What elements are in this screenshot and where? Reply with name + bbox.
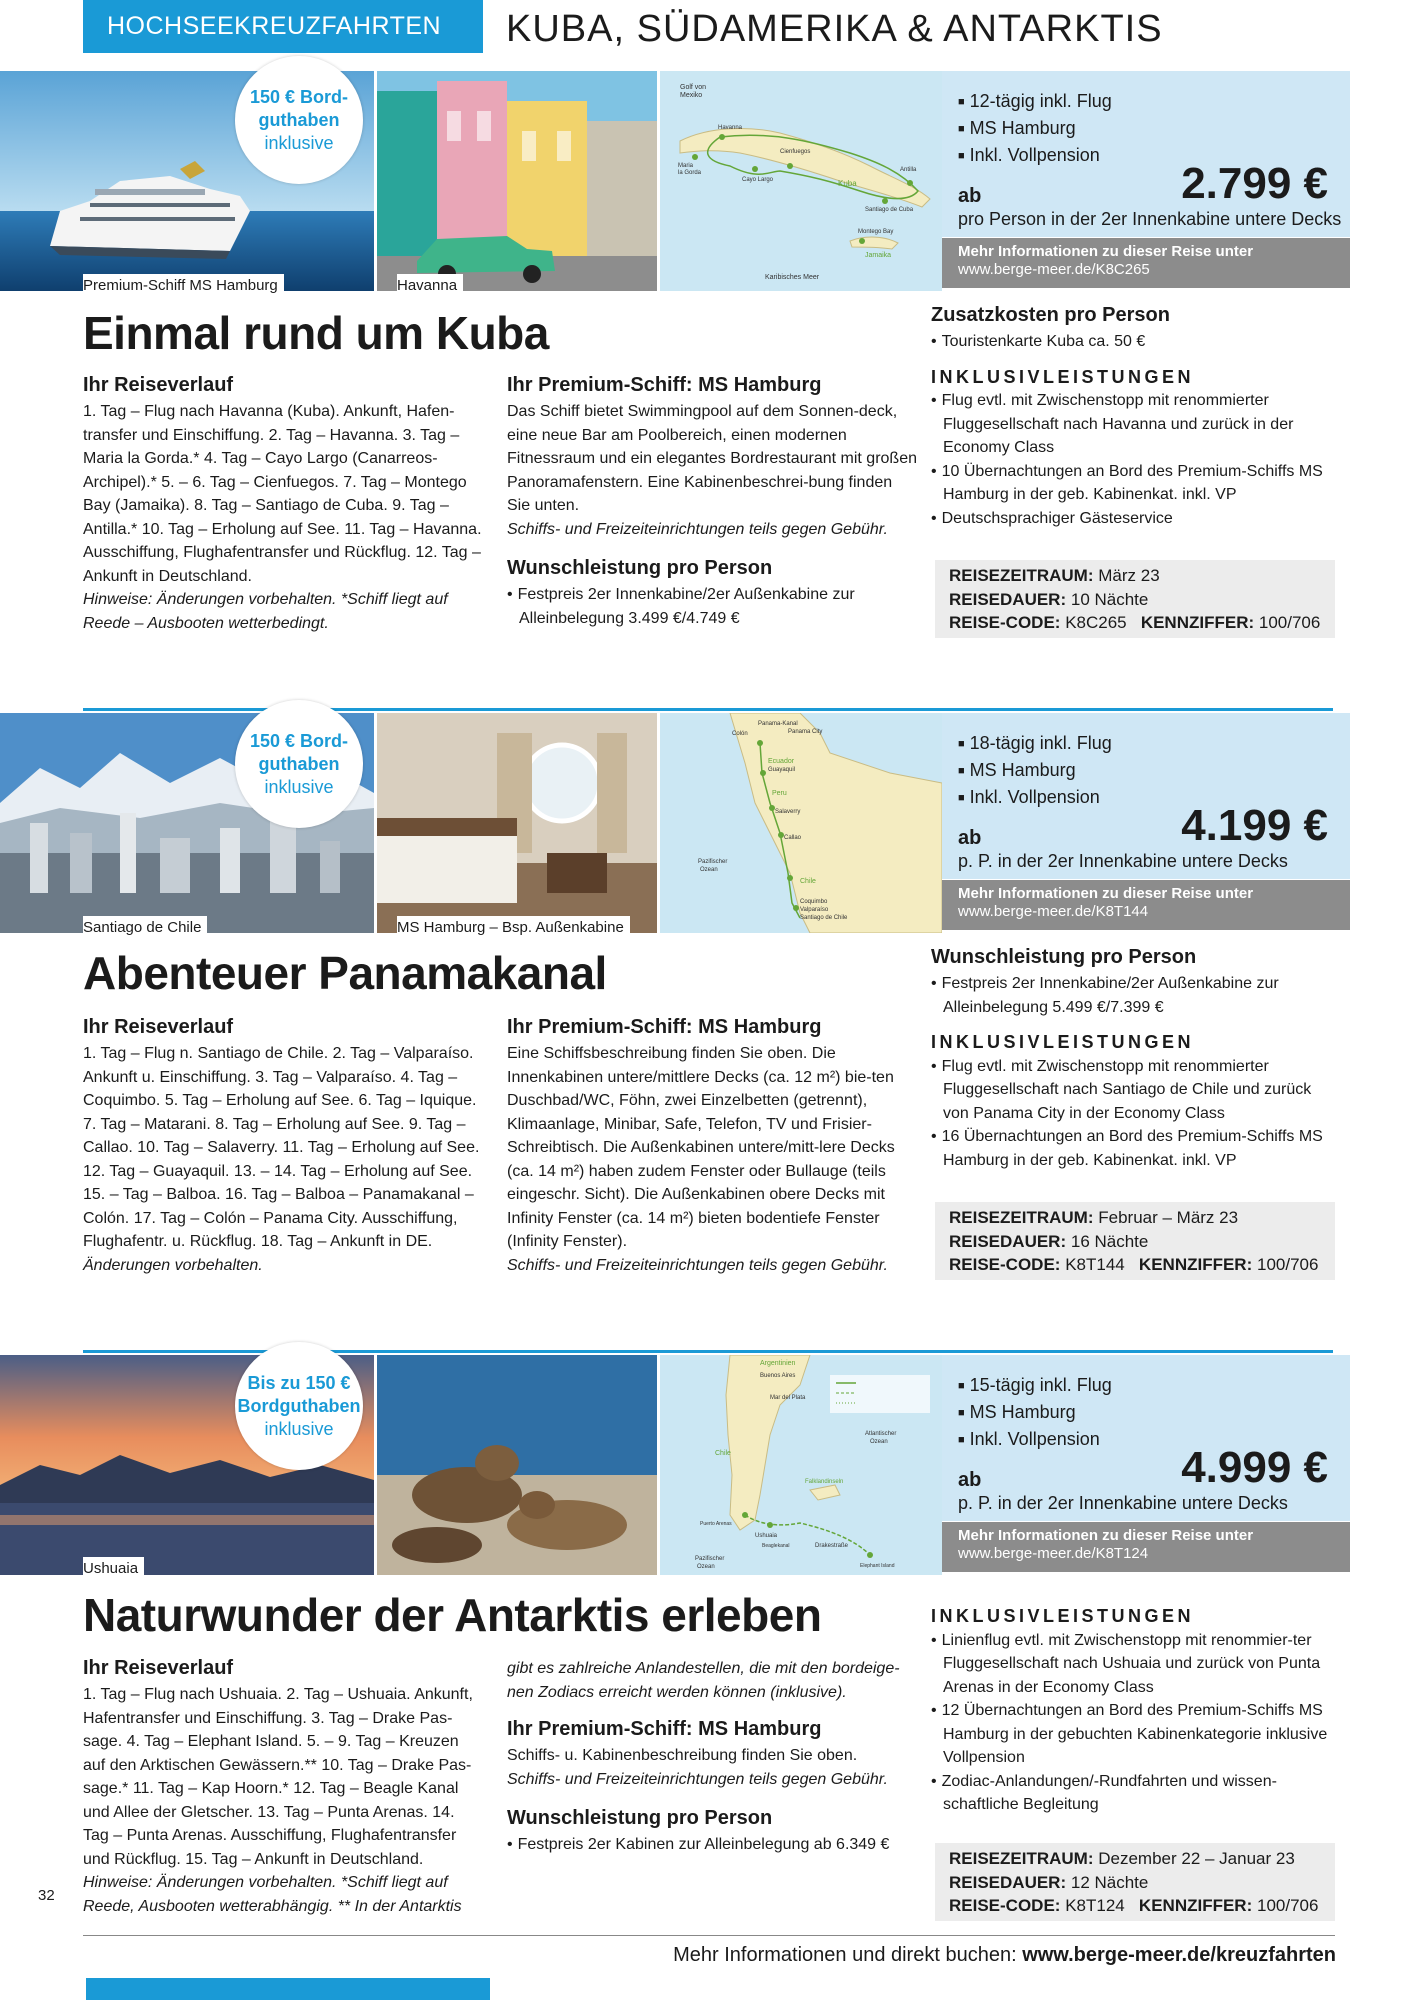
inclusive-item: • 16 Übernachtungen an Bord des Premium-Schiffs MS Hamburg in der geb. Kabinenkat. inkl. VP: [931, 1125, 1341, 1172]
extras-column: [931, 1605, 1341, 1817]
fact-label: REISE-CODE:: [949, 1255, 1061, 1274]
antarctica-route-map: [660, 1355, 942, 1575]
itinerary-note-continued: gibt es zahlreiche Anlandestellen, die mit den bordeige-nen Zodiacs erreicht werden können (inklusive).: [507, 1660, 900, 1701]
extra-heading: Zusatzkosten pro Person: [931, 304, 1170, 326]
footer-booking: [673, 1944, 1336, 1967]
itinerary-column: [83, 1655, 483, 1918]
feature-item: ■ Inkl. Vollpension: [958, 785, 1112, 812]
feature-list: [958, 89, 1112, 170]
inclusive-list: [931, 389, 1341, 530]
wish-list: [507, 583, 917, 630]
cuba-route-map: [660, 71, 942, 291]
itinerary-heading: Ihr Reiseverlauf: [83, 1657, 234, 1679]
svg-text:Beaglekanal: Beaglekanal: [762, 1543, 790, 1549]
itinerary-column: [83, 372, 493, 635]
badge-line2: Bordguthaben: [237, 1395, 361, 1416]
extras-column: [931, 944, 1341, 1172]
svg-text:Golf von: Golf von: [680, 84, 707, 91]
more-info-label: Mehr Informationen zu dieser Reise unter: [958, 1527, 1254, 1544]
footer-text: Mehr Informationen und direkt buchen:: [673, 1944, 1023, 1966]
photo-caption: Ushuaia: [83, 1557, 144, 1581]
svg-text:Maria: Maria: [678, 163, 694, 169]
svg-text:Santiago de Chile: Santiago de Chile: [800, 915, 848, 921]
onboard-credit-badge: [235, 56, 363, 184]
price: 4.199 €: [1181, 801, 1328, 850]
trip-facts: [935, 1202, 1335, 1280]
price-prefix: ab: [958, 827, 982, 849]
feature-item: ■ 15-tägig inkl. Flug: [958, 1373, 1112, 1400]
svg-text:Elephant Island: Elephant Island: [860, 1563, 895, 1569]
wish-list: [931, 972, 1341, 1019]
badge-line2: guthaben: [258, 753, 340, 774]
ship-text: Das Schiff bietet Swimmingpool auf dem Sonnen-deck, eine neue Bar am Poolbereich, einen modernen Fitnessraum und ein elegantes Bordrestaurant mit großen Panoramafenstern. Eine Kabinenbeschrei-bung finden Sie unten.: [507, 403, 917, 514]
inclusive-item: • Flug evtl. mit Zwischenstopp mit renommierter Fluggesellschaft nach Havanna und zurück in der Economy Class: [931, 389, 1341, 460]
itinerary-text: 1. Tag – Flug nach Havanna (Kuba). Ankunft, Hafen-transfer und Einschiffung. 2. Tag – Havanna. 3. Tag – Maria la Gorda.* 4. Tag – Cayo Largo (Canarreos-Archipel).* 5. – 6. Tag – Cienfuegos. 7. Tag – Montego Bay (Jamaika). 8. Tag – Santiago de Cuba. 9. Tag – Antilla.* 10. Tag – Erholung auf See. 11. Tag – Havanna. Ausschiffung, Flughafentransfer und Rückflug. 12. Tag – Ankunft in Deutschland.: [83, 403, 482, 585]
svg-text:Mexiko: Mexiko: [680, 92, 703, 99]
ship-note: Schiffs- und Freizeiteinrichtungen teils gegen Gebühr.: [507, 1256, 888, 1274]
svg-text:Havanna: Havanna: [718, 125, 743, 131]
svg-text:Buenos Aires: Buenos Aires: [760, 1373, 796, 1379]
ship-column: [507, 1014, 917, 1277]
svg-text:Pazifischer: Pazifischer: [695, 1556, 725, 1562]
sea-lions-photo: [377, 1355, 657, 1575]
ship-heading: Ihr Premium-Schiff: MS Hamburg: [507, 1016, 822, 1038]
badge-line2: guthaben: [258, 109, 340, 130]
trip-title: Einmal rund um Kuba: [83, 307, 549, 359]
footer-link[interactable]: www.berge-meer.de/kreuzfahrten: [1022, 1944, 1336, 1966]
photo-caption: Premium-Schiff MS Hamburg: [83, 274, 284, 298]
itinerary-note: Hinweise: Änderungen vorbehalten. *Schiff liegt auf Reede – Ausbooten wetterbedingt.: [83, 591, 448, 632]
footer-divider: [83, 1935, 1335, 1936]
badge-line1: 150 € Bord-: [249, 86, 349, 107]
svg-text:Argentinien: Argentinien: [760, 1360, 796, 1367]
fact-label: KENNZIFFER:: [1140, 613, 1255, 632]
feature-item: ■ MS Hamburg: [958, 758, 1112, 785]
svg-text:Ecuador: Ecuador: [768, 758, 795, 765]
svg-text:Kuba: Kuba: [838, 179, 857, 188]
feature-item: ■ Inkl. Vollpension: [958, 1427, 1112, 1454]
more-info-box[interactable]: [942, 880, 1350, 930]
reference-number: 100/706: [1256, 1255, 1319, 1274]
itinerary-heading: Ihr Reiseverlauf: [83, 1016, 234, 1038]
fact-label: REISEDAUER:: [949, 1872, 1067, 1892]
svg-text:Chile: Chile: [800, 878, 816, 885]
feature-item: ■ MS Hamburg: [958, 1400, 1112, 1427]
price: 4.999 €: [1181, 1443, 1328, 1492]
wish-heading: Wunschleistung pro Person: [507, 557, 773, 579]
bottom-tab: [86, 1978, 490, 2000]
svg-text:Montego Bay: Montego Bay: [858, 229, 894, 235]
travel-code: K8T144: [1065, 1255, 1125, 1274]
photo-caption: MS Hamburg – Bsp. Außenkabine: [397, 916, 630, 940]
itinerary-column: [83, 1014, 483, 1277]
fact-label: REISE-CODE:: [949, 1896, 1061, 1915]
wish-list: [507, 1833, 917, 1857]
fact-label: REISEZEITRAUM:: [949, 566, 1094, 585]
reference-number: 100/706: [1258, 613, 1321, 632]
inclusive-heading: INKLUSIVLEISTUNGEN: [931, 1606, 1195, 1626]
ship-text: Schiffs- u. Kabinenbeschreibung finden Sie oben.: [507, 1747, 858, 1764]
inclusive-list: [931, 1055, 1341, 1173]
svg-text:Falklandinseln: Falklandinseln: [805, 1479, 844, 1485]
svg-text:Coquimbo: Coquimbo: [800, 899, 828, 905]
wish-heading: Wunschleistung pro Person: [507, 1807, 773, 1829]
fact-label: REISEZEITRAUM:: [949, 1208, 1094, 1227]
travel-duration: 12 Nächte: [1070, 1872, 1149, 1892]
svg-text:Callao: Callao: [784, 835, 802, 841]
badge-line3: inklusive: [264, 776, 334, 797]
more-info-link[interactable]: www.berge-meer.de/K8T124: [958, 1545, 1149, 1562]
svg-text:Cayo Largo: Cayo Largo: [742, 177, 774, 183]
svg-text:la Gorda: la Gorda: [678, 170, 702, 176]
itinerary-note: Änderungen vorbehalten.: [83, 1256, 263, 1274]
south-america-map: [660, 713, 942, 933]
trip-facts: [935, 1843, 1335, 1921]
inclusive-list: [931, 1629, 1341, 1817]
itinerary-text: 1. Tag – Flug nach Ushuaia. 2. Tag – Ushuaia. Ankunft, Hafentransfer und Einschiffung. 3. Tag – Drake Pas-sage. 4. Tag – Elephant Island. 5. – 9. Tag – Kreuzen auf den Arktischen Gewässern.** 10. Tag – Drake Pas-sage.* 11. Tag – Kap Hoorn.* 12. Tag – Beagle Kanal und Allee der Gletscher. 13. Tag – Punta Arenas. 14. Tag – Punta Arenas. Ausschiffung, Flughafentransfer und Rückflug. 15. Tag – Ankunft in Deutschland.: [83, 1686, 473, 1868]
svg-text:Pazifischer: Pazifischer: [698, 859, 728, 865]
travel-code: K8T124: [1065, 1896, 1125, 1915]
price-box: [942, 1355, 1350, 1521]
svg-text:Chile: Chile: [715, 1450, 731, 1457]
svg-text:Panama-Kanal: Panama-Kanal: [758, 721, 798, 727]
ship-column: [507, 1657, 917, 1857]
trip-title: Naturwunder der Antarktis erleben: [83, 1589, 822, 1641]
travel-period: Februar – März 23: [1098, 1208, 1239, 1227]
price-prefix: ab: [958, 1469, 982, 1491]
feature-item: ■ 18-tägig inkl. Flug: [958, 731, 1112, 758]
more-info-link[interactable]: www.berge-meer.de/K8C265: [958, 261, 1150, 278]
fact-label: REISEDAUER:: [949, 1231, 1067, 1251]
extras-column: [931, 302, 1341, 530]
feature-list: [958, 731, 1112, 812]
travel-code: K8C265: [1065, 613, 1127, 632]
inclusive-item: • 10 Übernachtungen an Bord des Premium-Schiffs MS Hamburg in der geb. Kabinenkat. inkl. VP: [931, 460, 1341, 507]
fact-label: REISEZEITRAUM:: [949, 1849, 1094, 1868]
svg-text:Valparaíso: Valparaíso: [800, 907, 829, 913]
travel-duration: 16 Nächte: [1070, 1231, 1149, 1251]
category-tab: HOCHSEEKREUZFAHRTEN: [83, 0, 483, 53]
svg-text:Panama City: Panama City: [788, 729, 823, 735]
svg-text:Ozean: Ozean: [870, 1439, 888, 1445]
price: 2.799 €: [1181, 159, 1328, 208]
extra-list: [931, 330, 1341, 354]
svg-text:Guayaquil: Guayaquil: [768, 767, 796, 773]
photo-caption: Santiago de Chile: [83, 916, 207, 940]
fact-label: KENNZIFFER:: [1138, 1896, 1253, 1915]
svg-text:Ozean: Ozean: [700, 867, 718, 873]
travel-period: Dezember 22 – Januar 23: [1098, 1849, 1295, 1868]
fact-label: REISEDAUER:: [949, 589, 1067, 609]
svg-text:Karibisches Meer: Karibisches Meer: [765, 274, 820, 281]
wish-item: • Festpreis 2er Innenkabine/2er Außenkabine zur Alleinbelegung 3.499 €/4.749 €: [507, 583, 917, 630]
price-box: [942, 713, 1350, 879]
cabin-photo: [377, 713, 657, 933]
trip-facts: [935, 560, 1335, 638]
fact-label: KENNZIFFER:: [1138, 1255, 1253, 1274]
ship-note: Schiffs- und Freizeiteinrichtungen teils gegen Gebühr.: [507, 520, 888, 538]
svg-text:Santiago de Cuba: Santiago de Cuba: [865, 207, 914, 213]
svg-text:Salaverry: Salaverry: [775, 809, 801, 815]
itinerary-heading: Ihr Reiseverlauf: [83, 374, 234, 396]
svg-text:Colón: Colón: [732, 731, 748, 737]
havanna-photo: [377, 71, 657, 291]
svg-text:Drakestraße: Drakestraße: [815, 1543, 849, 1549]
svg-text:Ozean: Ozean: [697, 1564, 715, 1570]
travel-duration: 10 Nächte: [1070, 589, 1149, 609]
ship-heading: Ihr Premium-Schiff: MS Hamburg: [507, 374, 822, 396]
more-info-label: Mehr Informationen zu dieser Reise unter: [958, 243, 1254, 260]
travel-period: März 23: [1098, 566, 1160, 585]
wish-heading: Wunschleistung pro Person: [931, 946, 1197, 968]
trip-title: Abenteuer Panamakanal: [83, 947, 607, 999]
price-note: p. P. in der 2er Innenkabine untere Decks: [958, 1493, 1288, 1513]
onboard-credit-badge: [235, 700, 363, 828]
price-box: [942, 71, 1350, 237]
page-number: 32: [38, 1887, 55, 1904]
svg-text:Mar del Plata: Mar del Plata: [770, 1395, 806, 1401]
fact-label: REISE-CODE:: [949, 613, 1061, 632]
svg-text:Puerto Arenas: Puerto Arenas: [700, 1521, 732, 1527]
itinerary-text: 1. Tag – Flug n. Santiago de Chile. 2. Tag – Valparaíso. Ankunft u. Einschiffung. 3. Tag – Valparaíso. 4. Tag – Coquimbo. 5. Tag – Erholung auf See. 6. Tag – Iquique. 7. Tag – Matarani. 8. Tag – Erholung auf See. 9. Tag – Callao. 10. Tag – Salaverry. 11. Tag – Erholung auf See. 12. Tag – Guayaquil. 13. – 14. Tag – Erholung auf See. 15. – Tag – Balboa. 16. Tag – Balboa – Panamakanal – Colón. 17. Tag – Colón – Panama City. Ausschiffung, Flughafentr. u. Rückflug. 18. Tag – Ankunft in DE.: [83, 1045, 480, 1250]
badge-line1: 150 € Bord-: [249, 730, 349, 751]
inclusive-heading: INKLUSIVLEISTUNGEN: [931, 1032, 1195, 1052]
reference-number: 100/706: [1256, 1896, 1319, 1915]
price-note: p. P. in der 2er Innenkabine untere Decks: [958, 851, 1288, 871]
inclusive-item: • Flug evtl. mit Zwischenstopp mit renommierter Fluggesellschaft nach Santiago de Chile und zurück von Panama City in der Economy Class: [931, 1055, 1341, 1126]
inclusive-item: • Linienflug evtl. mit Zwischenstopp mit renommier-ter Fluggesellschaft nach Ushuaia und zurück von Punta Arenas in der Economy Class: [931, 1629, 1341, 1700]
feature-list: [958, 1373, 1112, 1454]
ship-column: [507, 372, 917, 630]
more-info-link[interactable]: www.berge-meer.de/K8T144: [958, 903, 1149, 920]
ship-note: Schiffs- und Freizeiteinrichtungen teils gegen Gebühr.: [507, 1770, 888, 1788]
svg-text:Ushuaia: Ushuaia: [755, 1533, 778, 1539]
ship-heading: Ihr Premium-Schiff: MS Hamburg: [507, 1718, 822, 1740]
extra-item: • Touristenkarte Kuba ca. 50 €: [931, 330, 1341, 354]
svg-text:Cienfuegos: Cienfuegos: [780, 149, 811, 155]
svg-text:Jamaika: Jamaika: [865, 252, 892, 259]
page-title: KUBA, SÜDAMERIKA & ANTARKTIS: [506, 8, 1163, 50]
feature-item: ■ MS Hamburg: [958, 116, 1112, 143]
ship-text: Eine Schiffsbeschreibung finden Sie oben. Die Innenkabinen untere/mittlere Decks (ca. 12 m²) bie-ten Duschbad/WC, Föhn, zwei Einzelbetten (getrennt), Klimaanlage, Minibar, Safe, Telefon, TV und Frisier-Schreibtisch. Die Außenkabinen untere/mitt-lere Decks (ca. 14 m²) haben zudem Fenster oder Bullauge (teils eingeschr. Sicht). Die Außenkabinen obere Decks mit Infinity Fenster (ca. 14 m²) bieten bodentiefe Fenster (Infinity Fenster).: [507, 1045, 895, 1250]
wish-item: • Festpreis 2er Innenkabine/2er Außenkabine zur Alleinbelegung 5.499 €/7.399 €: [931, 972, 1341, 1019]
wish-item: • Festpreis 2er Kabinen zur Alleinbelegung ab 6.349 €: [507, 1833, 917, 1857]
inclusive-item: • Zodiac-Anlandungen/-Rundfahrten und wissen-schaftliche Begleitung: [931, 1770, 1341, 1817]
price-prefix: ab: [958, 185, 982, 207]
feature-item: ■ 12-tägig inkl. Flug: [958, 89, 1112, 116]
svg-text:Atlantischer: Atlantischer: [865, 1431, 897, 1437]
price-note: pro Person in der 2er Innenkabine untere Decks: [958, 209, 1342, 229]
badge-line1: Bis zu 150 €: [247, 1372, 351, 1393]
svg-text:Peru: Peru: [772, 790, 787, 797]
onboard-credit-badge: [235, 1342, 363, 1470]
badge-line3: inklusive: [264, 132, 334, 153]
more-info-box[interactable]: [942, 238, 1350, 288]
svg-text:Antilla: Antilla: [900, 167, 917, 173]
more-info-label: Mehr Informationen zu dieser Reise unter: [958, 885, 1254, 902]
photo-caption: Havanna: [397, 274, 463, 298]
more-info-box[interactable]: [942, 1522, 1350, 1572]
badge-line3: inklusive: [264, 1418, 334, 1439]
inclusive-heading: INKLUSIVLEISTUNGEN: [931, 366, 1195, 387]
inclusive-item: • 12 Übernachtungen an Bord des Premium-Schiffs MS Hamburg in der gebuchten Kabinenkategorie inklusive Vollpension: [931, 1699, 1341, 1770]
inclusive-item: • Deutschsprachiger Gästeservice: [931, 507, 1341, 531]
itinerary-note: Hinweise: Änderungen vorbehalten. *Schiff liegt auf Reede, Ausbooten wetterabhängig. ** In der Antarktis: [83, 1874, 462, 1915]
feature-item: ■ Inkl. Vollpension: [958, 143, 1112, 170]
